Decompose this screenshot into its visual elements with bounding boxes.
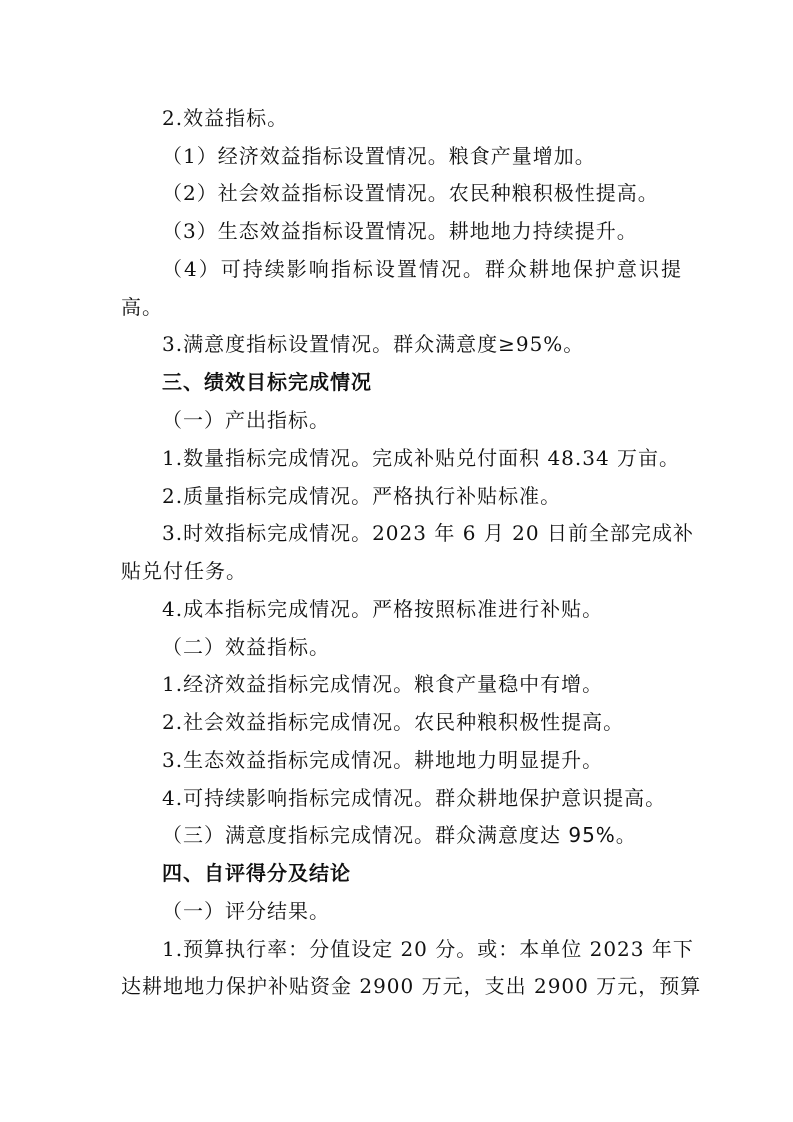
item-ecological-benefit-completion: 3.生态效益指标完成情况。耕地地力明显提升。	[162, 748, 604, 772]
subheading-output-indicators: （一）产出指标。	[162, 408, 330, 432]
item-social-benefit-completion: 2.社会效益指标完成情况。农民种粮积极性提高。	[162, 710, 625, 734]
item-quality-completion: 2.质量指标完成情况。严格执行补贴标准。	[162, 484, 562, 508]
item-sustainable-impact-completion: 4.可持续影响指标完成情况。群众耕地保护意识提高。	[162, 786, 667, 810]
section-heading-3: 三、绩效目标完成情况	[162, 370, 372, 394]
subheading-satisfaction-completion: （三）满意度指标完成情况。群众满意度达 95%。	[162, 823, 637, 847]
item-social-benefit-setting: （2）社会效益指标设置情况。农民种粮积极性提高。	[162, 181, 659, 205]
item-timeliness-completion-cont: 贴兑付任务。	[121, 559, 247, 583]
item-sustainable-impact-setting: （4）可持续影响指标设置情况。群众耕地保护意识提	[162, 257, 682, 281]
item-budget-execution-rate-cont: 达耕地地力保护补贴资金 2900 万元，支出 2900 万元，预算	[121, 974, 702, 998]
item-cost-completion: 4.成本指标完成情况。严格按照标准进行补贴。	[162, 597, 604, 621]
item-ecological-benefit-setting: （3）生态效益指标设置情况。耕地地力持续提升。	[162, 219, 638, 243]
item-benefit-indicators: 2.效益指标。	[162, 106, 289, 130]
item-quantity-completion: 1.数量指标完成情况。完成补贴兑付面积 48.34 万亩。	[162, 446, 681, 470]
subheading-score-results: （一）评分结果。	[162, 899, 330, 923]
subheading-benefit-indicators: （二）效益指标。	[162, 635, 330, 659]
item-timeliness-completion: 3.时效指标完成情况。2023 年 6 月 20 日前全部完成补	[162, 521, 694, 545]
section-heading-4: 四、自评得分及结论	[162, 861, 351, 885]
item-economic-benefit-completion: 1.经济效益指标完成情况。粮食产量稳中有增。	[162, 672, 604, 696]
item-satisfaction-setting: 3.满意度指标设置情况。群众满意度≥95%。	[162, 332, 585, 356]
item-budget-execution-rate: 1.预算执行率：分值设定 20 分。或：本单位 2023 年下	[162, 937, 694, 961]
item-sustainable-impact-setting-cont: 高。	[121, 295, 163, 319]
item-economic-benefit-setting: （1）经济效益指标设置情况。粮食产量增加。	[162, 144, 596, 168]
